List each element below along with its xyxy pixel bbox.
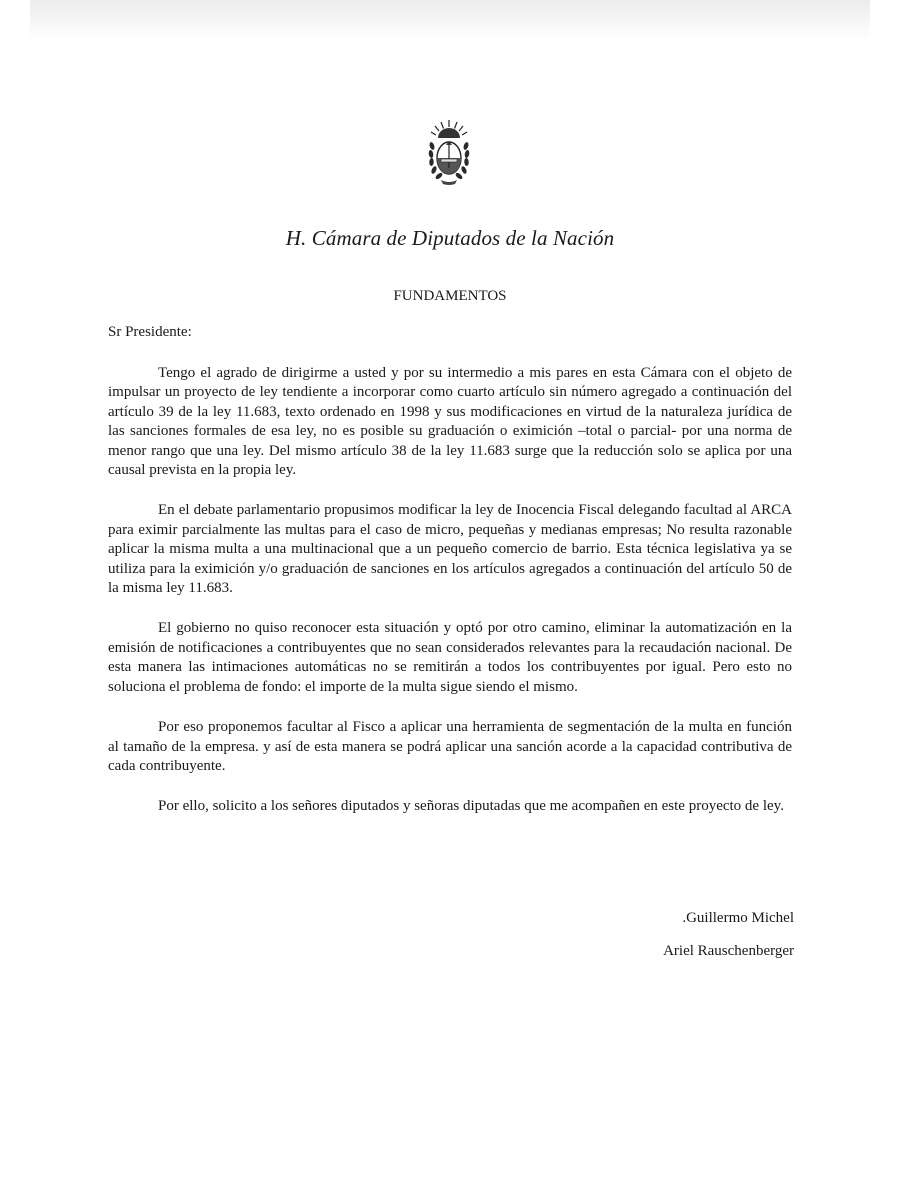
scan-shadow bbox=[30, 0, 870, 40]
signature-name: Ariel Rauschenberger bbox=[663, 943, 794, 959]
body-text bbox=[108, 364, 792, 838]
signature-name: .Guillermo Michel bbox=[682, 910, 794, 926]
salutation: Sr Presidente: bbox=[108, 324, 192, 340]
paragraph: Por eso proponemos facultar al Fisco a aplicar una herramienta de segmentación de la multa en función al tamaño de la empresa. y así de esta manera se podrá aplicar una sanción acorde a la capacidad contributiva de cada contribuyente. bbox=[108, 719, 792, 774]
chamber-title: H. Cámara de Diputados de la Nación bbox=[285, 226, 615, 250]
paragraph: Tengo el agrado de dirigirme a usted y por su intermedio a mis pares en esta Cámara con el objeto de impulsar un proyecto de ley tendiente a incorporar como cuarto artículo sin número agregado a continuación del artículo 39 de la ley 11.683, texto ordenado en 1998 y sus modificaciones en virtud de la naturaleza jurídica de las sanciones formales de esa ley, no es posible su graduación o eximición –total o parcial- por una norma de menor rango que una ley. Del mismo artículo 38 de la ley 11.683 surge que la reducción solo se aplica por una causal prevista en la propia ley. bbox=[108, 365, 792, 479]
section-title: FUNDAMENTOS bbox=[393, 288, 507, 304]
signatures bbox=[663, 910, 794, 976]
coat-of-arms-icon bbox=[427, 118, 471, 186]
paragraph: El gobierno no quiso reconocer esta situación y optó por otro camino, eliminar la automatización en la emisión de notificaciones a contribuyentes que no sean considerados relevantes para la recaudación nacional. De esta manera las intimaciones automáticas no se remitirán a todos los contribuyentes por igual. Pero esto no soluciona el problema de fondo: el importe de la multa sigue siendo el mismo. bbox=[108, 620, 792, 695]
paragraph: En el debate parlamentario propusimos modificar la ley de Inocencia Fiscal delegando facultad al ARCA para eximir parcialmente las multas para el caso de micro, pequeñas y medianas empresas; No resulta razonable aplicar la misma multa a una multinacional que a un pequeño comercio de barrio. Esta técnica legislativa ya se utiliza para la eximición y/o graduación de sanciones en los artículos agregados a continuación del artículo 50 de la misma ley 11.683. bbox=[108, 502, 792, 597]
paragraph: Por ello, solicito a los señores diputados y señoras diputadas que me acompañen en este proyecto de ley. bbox=[158, 798, 784, 815]
